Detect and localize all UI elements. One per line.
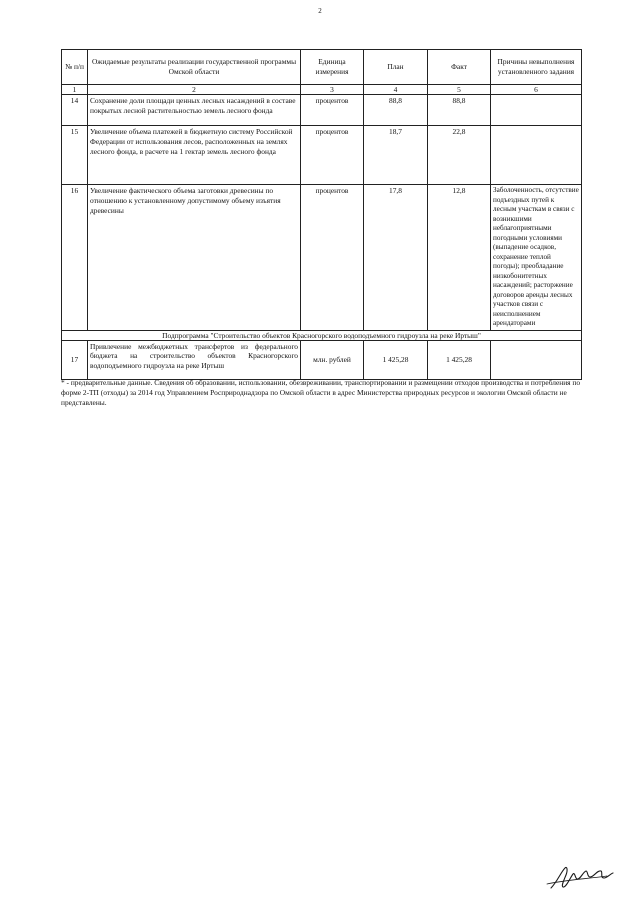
- table-header-row: [62, 50, 582, 85]
- column-number: 1: [62, 85, 88, 95]
- row-fact: 88,8: [428, 95, 491, 126]
- column-number: 3: [301, 85, 364, 95]
- row-number: 15: [62, 126, 88, 185]
- header-reason: Причины невыполнения установленного задания: [491, 50, 582, 85]
- table-row: [62, 340, 582, 379]
- row-reason: [491, 95, 582, 126]
- row-plan: 1 425,28: [364, 340, 428, 379]
- row-unit: процентов: [301, 126, 364, 185]
- subprogram-title: Подпрограмма "Строительство объектов Красногорского водоподъемного гидроузла на реке Иртыш": [62, 330, 582, 340]
- row-reason: Заболоченность, отсутствие подъездных путей к лесным участкам в связи с возникшими неблагоприятными погодными условиями (выпадение осадков, сохранение теплой погоды); преобладание низкобонитетных насаждений; расторжение договоров аренды лесных участков связи с неисполнением арендаторами: [491, 185, 582, 331]
- row-plan: 18,7: [364, 126, 428, 185]
- row-description: Увеличение объема платежей в бюджетную систему Российской Федерации от использования лесов, расположенных на землях лесного фонда, в расчете на 1 гектар земель лесного фонда: [88, 126, 301, 185]
- header-fact: Факт: [428, 50, 491, 85]
- row-number: 14: [62, 95, 88, 126]
- header-unit: Единица измерения: [301, 50, 364, 85]
- row-plan: 88,8: [364, 95, 428, 126]
- row-description: Привлечение межбюджетных трансфертов из федерального бюджета на строительство объектов Красногорского водоподъемного гидроузла на реке Иртыш: [88, 340, 301, 379]
- page-number: 2: [318, 7, 322, 15]
- row-unit: млн. рублей: [301, 340, 364, 379]
- header-plan: План: [364, 50, 428, 85]
- column-number: 2: [88, 85, 301, 95]
- table-row: [62, 185, 582, 331]
- row-number: 16: [62, 185, 88, 331]
- results-table: [61, 49, 582, 380]
- row-fact: 22,8: [428, 126, 491, 185]
- row-fact: 1 425,28: [428, 340, 491, 379]
- column-number: 5: [428, 85, 491, 95]
- header-result: Ожидаемые результаты реализации государственной программы Омской области: [88, 50, 301, 85]
- row-number: 17: [62, 340, 88, 379]
- row-description: Увеличение фактического объема заготовки древесины по отношению к установленному допустимому объему изъятия древесины: [88, 185, 301, 331]
- row-unit: процентов: [301, 95, 364, 126]
- row-plan: 17,8: [364, 185, 428, 331]
- table-row: [62, 95, 582, 126]
- row-unit: процентов: [301, 185, 364, 331]
- column-number-row: [62, 85, 582, 95]
- column-number: 6: [491, 85, 582, 95]
- subprogram-row: [62, 330, 582, 340]
- header-num: № п/п: [62, 50, 88, 85]
- row-fact: 12,8: [428, 185, 491, 331]
- signature: [545, 862, 615, 892]
- row-reason: [491, 126, 582, 185]
- row-reason: [491, 340, 582, 379]
- table-row: [62, 126, 582, 185]
- footnote: * - предварительные данные. Сведения об образовании, использовании, обезвреживании, транспортировании и размещении отходов производства и потребления по форме 2-ТП (отходы) за 2014 год Управлением Росприроднадзора по Омской области в адрес Министерства природных ресурсов и экологии Омской области не представлены.: [61, 378, 581, 407]
- row-description: Сохранение доли площади ценных лесных насаждений в составе покрытых лесной растительностью земель лесного фонда: [88, 95, 301, 126]
- column-number: 4: [364, 85, 428, 95]
